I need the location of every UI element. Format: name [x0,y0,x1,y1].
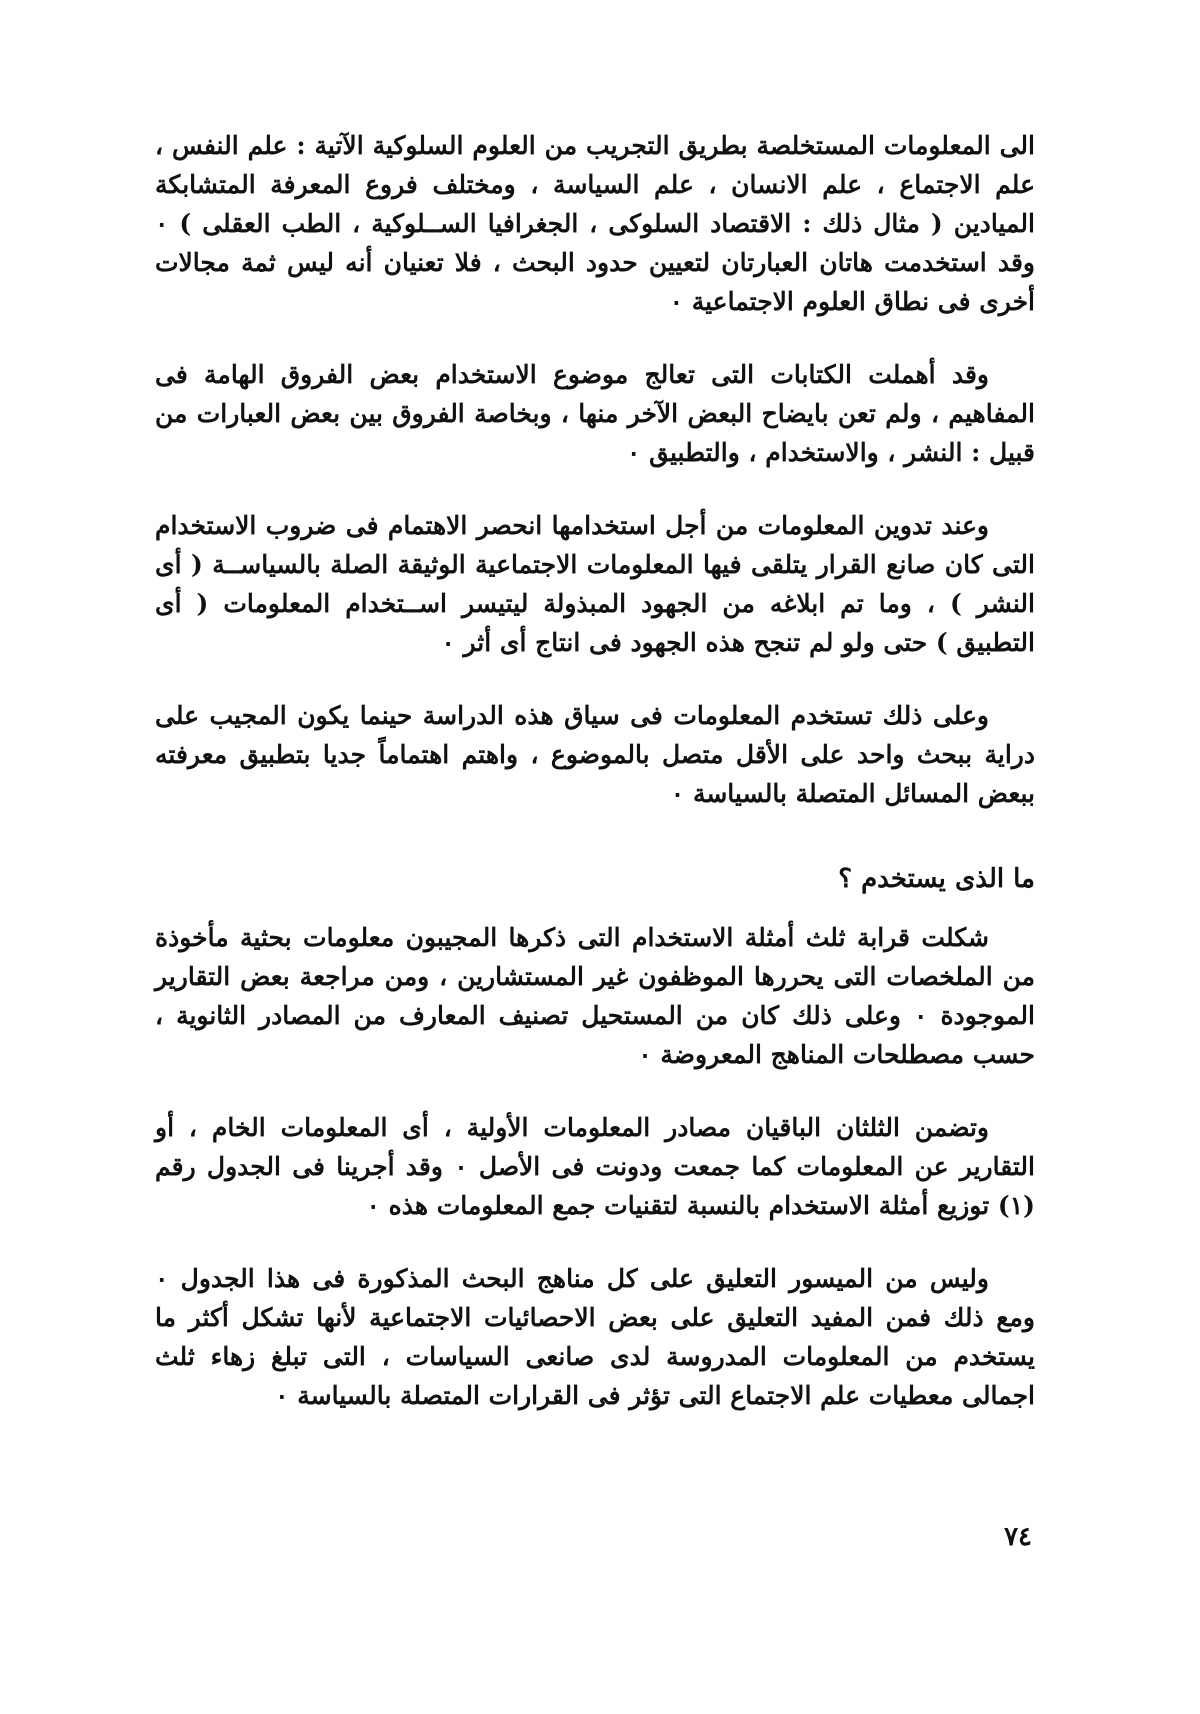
body-text-bottom [155,918,1035,1415]
paragraph: وقد أهملت الكتابات التى تعالج موضوع الاستخدام بعض الفروق الهامة فى المفاهيم ، ولم تعن بايضاح البعض الآخر منها ، وبخاصة الفروق بين بعض العبارات من قبيل : النشر ، والاستخدام ، والتطبيق ٠ [155,360,1035,467]
paragraph: وعلى ذلك تستخدم المعلومات فى سياق هذه الدراسة حينما يكون المجيب على دراية ببحث واحد على الأقل متصل بالموضوع ، واهتم اهتماماً جديا بتطبيق معرفته ببعض المسائل المتصلة بالسياسة ٠ [155,701,1035,808]
paragraph: وعند تدوين المعلومات من أجل استخدامها انحصر الاهتمام فى ضروب الاستخدام التى كان صانع القرار يتلقى فيها المعلومات الاجتماعية الوثيقة الصلة بالسياســة ( أى النشر ) ، وما تم ابلاغه من الجهود المبذولة ليتيسر اســتخدام المعلومات ( أى التطبيق ) حتى ولو لم تنجح هذه الجهود فى انتاج أى أثر ٠ [155,511,1035,657]
section-heading: ما الذى يستخدم ؟ [838,864,1035,894]
paragraph: شكلت قرابة ثلث أمثلة الاستخدام التى ذكرها المجيبون معلومات بحثية مأخوذة من الملخصات التى يحررها الموظفون غير المستشارين ، ومن مراجعة بعض التقارير الموجودة ٠ وعلى ذلك كان من المستحيل تصنيف المعارف من المصادر الثانوية ، حسب مصطلحات المناهج المعروضة ٠ [155,923,1035,1069]
paragraph: الى المعلومات المستخلصة بطريق التجريب من العلوم السلوكية الآتية : علم النفس ، علم الاجتماع ، علم الانسان ، علم السياسة ، ومختلف فروع المعرفة المتشابكة الميادين ( مثال ذلك : الاقتصاد السلوكى ، الجغرافيا الســلوكية ، الطب العقلى ) ٠ وقد استخدمت هاتان العبارتان لتعيين حدود البحث ، فلا تعنيان أنه ليس ثمة مجالات أخرى فى نطاق العلوم الاجتماعية ٠ [155,131,1035,316]
paragraph: وتضمن الثلثان الباقيان مصادر المعلومات الأولية ، أى المعلومات الخام ، أو التقارير عن المعلومات كما جمعت ودونت فى الأصل ٠ وقد أجرينا فى الجدول رقم (١) توزيع أمثلة الاستخدام بالنسبة لتقنيات جمع المعلومات هذه ٠ [155,1113,1035,1220]
page-number: ٧٤ [1004,1522,1032,1552]
paragraph: وليس من الميسور التعليق على كل مناهج البحث المذكورة فى هذا الجدول ٠ ومع ذلك فمن المفيد التعليق على بعض الاحصائيات الاجتماعية لأنها تشكل أكثر ما يستخدم من المعلومات المدروسة لدى صانعى السياسات ، التى تبلغ زهاء ثلث اجمالى معطيات علم الاجتماع التى تؤثر فى القرارات المتصلة بالسياسة ٠ [155,1264,1035,1410]
body-text-top [155,126,1035,813]
